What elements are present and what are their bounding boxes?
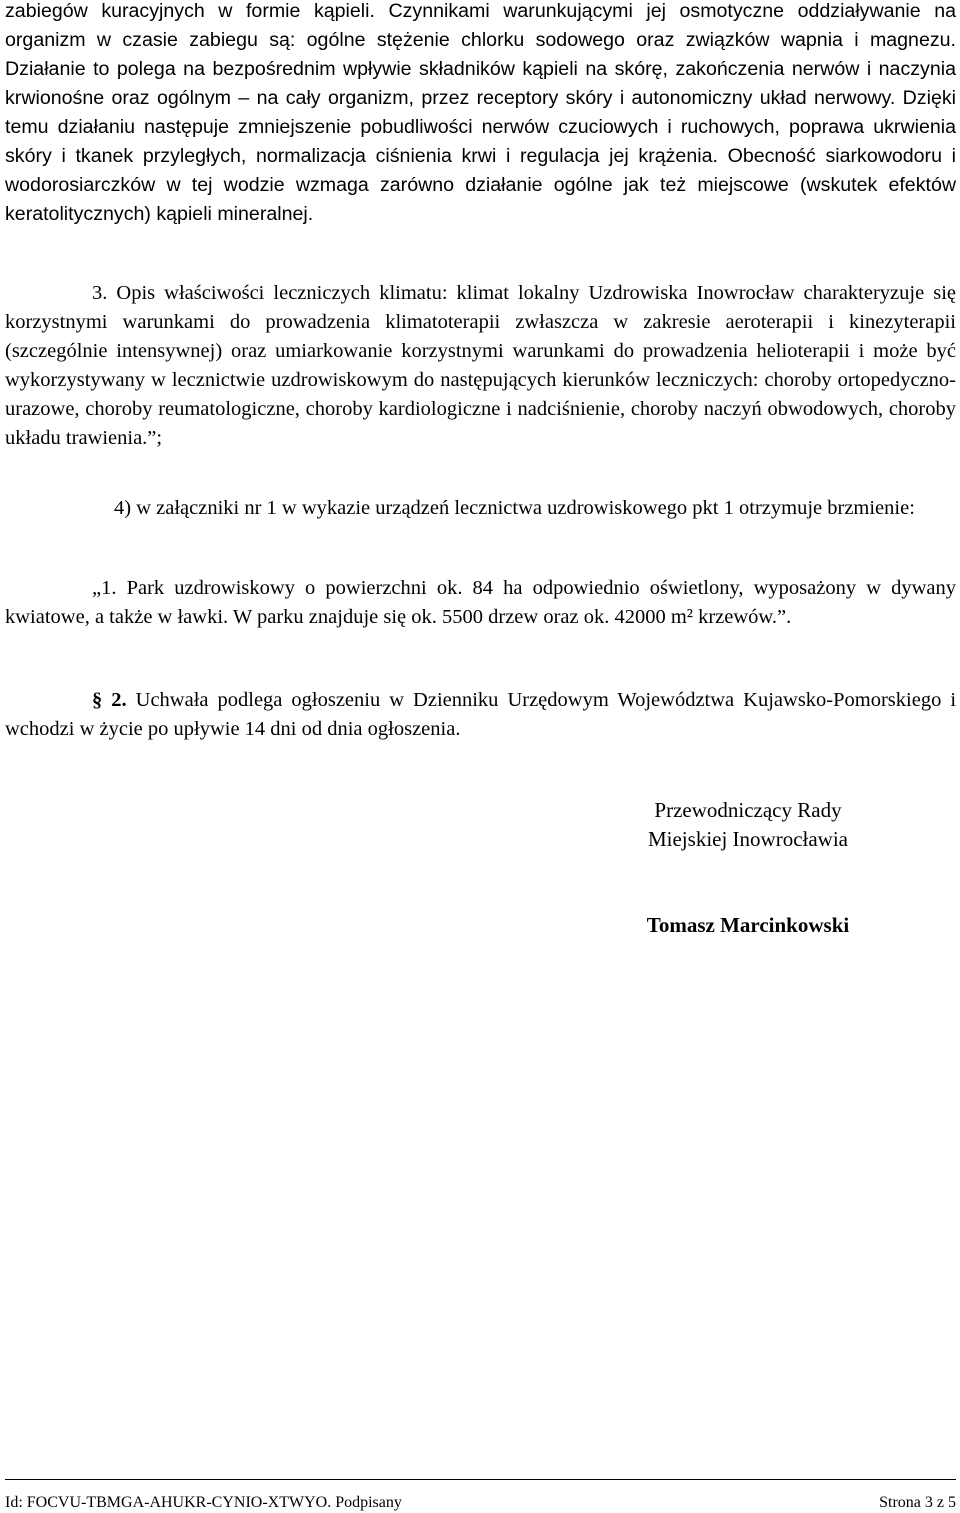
amendment-item-4: 4) w załączniki nr 1 w wykazie urządzeń lecznictwa uzdrowiskowego pkt 1 otrzymuje brzmienie: — [114, 497, 915, 519]
paragraph-continuation: zabiegów kuracyjnych w formie kąpieli. Czynnikami warunkującymi jej osmotyczne oddziaływanie na organizm w czasie zabiegu są: ogólne stężenie chlorku sodowego oraz związków wapnia i magnezu. Działanie to polega na bezpośrednim wpływie składników kąpieli na skórę, zakończenia nerwów i naczynia krwionośne oraz ogólnym – na cały organizm, przez receptory skóry i autonomiczny układ nerwowy. Dzięki temu działaniu następuje zmniejszenie pobudliwości nerwów czuciowych i ruchowych, poprawa ukrwienia skóry i tkanek przyległych, normalizacja ciśnienia krwi i regulacja jej krążenia. Obecność siarkowodoru i wodorosiarczków w tej wodzie wzmaga zarówno działanie ogólne jak też miejscowe (wskutek efektów keratolitycznych) kąpieli mineralnej. — [5, 0, 956, 225]
page-number: Strona 3 z 5 — [879, 1494, 956, 1511]
signature-title-line-1: Przewodniczący Rady — [654, 798, 842, 822]
signatory-name: Tomasz Marcinkowski — [646, 913, 850, 937]
section-2-text: Uchwała podlega ogłoszeniu w Dzienniku Urzędowym Województwa Kujawsko-Pomorskiego i wchodzi w życie po upływie 14 dni od dnia ogłoszenia. — [5, 689, 957, 740]
document-id: Id: FOCVU-TBMGA-AHUKR-CYNIO-XTWYO. Podpisany — [5, 1494, 402, 1511]
signature-title — [606, 796, 890, 854]
amendment-item-4-text: „1. Park uzdrowiskowy o powierzchni ok. 84 ha odpowiednio oświetlony, wyposażony w dywany kwiatowe, a także w ławki. W parku znajduje się ok. 5500 drzew oraz ok. 42000 m² krzewów.”. — [5, 577, 956, 628]
signature-title-line-2: Miejskiej Inowrocławia — [647, 827, 849, 851]
paragraph-climate-description: 3. Opis właściwości leczniczych klimatu: klimat lokalny Uzdrowiska Inowrocław charakteryzuje się korzystnymi warunkami do prowadzenia klimatoterapii zwłaszcza w zakresie aeroterapii i kinezyterapii (szczególnie intensywnej) oraz umiarkowanie korzystnymi warunkami do prowadzenia helioterapii i może być wykorzystywany w lecznictwie uzdrowiskowym do następujących kierunków leczniczych: choroby ortopedyczno-urazowe, choroby reumatologiczne, choroby kardiologiczne i nadciśnienie, choroby naczyń obwodowych, choroby układu trawienia.”; — [5, 282, 956, 449]
section-2-paragraph — [5, 686, 956, 744]
section-2-marker: § 2. — [92, 689, 127, 711]
page-footer — [5, 1479, 956, 1513]
